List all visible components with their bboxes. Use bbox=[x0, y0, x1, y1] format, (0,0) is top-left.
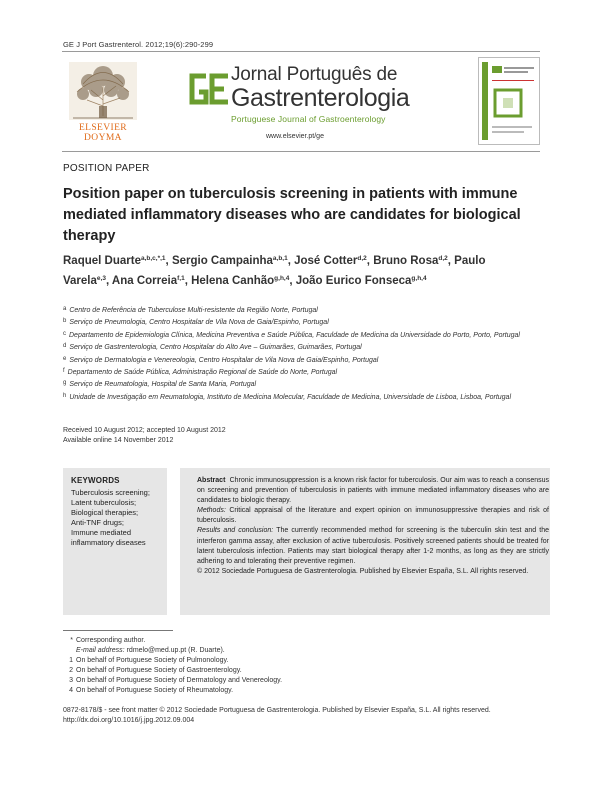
doi-link[interactable]: http://dx.doi.org/10.1016/j.jpg.2012.09.004 bbox=[63, 717, 195, 724]
author: Ana Correia$^{f,1}$ bbox=[111, 275, 185, 287]
abstract-results: Results and conclusion: The currently recommended method for screening is the tuberculin skin test and the interferon gamma assay, after exclusion of active tuberculosis. Positively screened patients should be treated for latent tuberculosis infection. Patients may start biological therapy after 1-2 months, as long as they are strictly adhering to and tolerating their preventive regimen. bbox=[197, 527, 549, 565]
elsevier-logo-text bbox=[63, 123, 143, 143]
affiliation: e Serviço de Dermatologia e Venereologia, Centro Hospitalar de Vila Nova de Gaia/Espinho, Portugal bbox=[63, 355, 379, 364]
abstract-intro: Abstract Chronic immunosuppression is a known risk factor for tuberculosis. Our aim was to reach a consensus on screening and prevention of tuberculosis in patients with immune mediated inflammatory diseases who are candidates to biologic therapy. bbox=[197, 477, 550, 505]
article-dates bbox=[63, 426, 226, 446]
journal-title-line1: Jornal Português de bbox=[231, 64, 398, 85]
keyword: Anti-TNF drugs; bbox=[71, 518, 124, 527]
journal-title-line2: Gastrenterologia bbox=[231, 84, 410, 112]
header-bottom-rule bbox=[62, 151, 540, 152]
email-link[interactable]: rdmelo@med.up.pt (R. Duarte). bbox=[126, 647, 225, 654]
author: José Cotter$^{d,2}$ bbox=[294, 255, 367, 267]
article-title: Position paper on tuberculosis screening in patients with immune mediated inflammatory diseases who are candidates for biological therapy bbox=[63, 186, 521, 244]
affiliation: g Serviço de Reumatologia, Hospital de Santa Maria, Portugal bbox=[63, 380, 257, 389]
section-label: POSITION PAPER bbox=[63, 163, 150, 174]
affiliation: h Unidade de Investigação em Reumatologia, Instituto de Medicina Molecular, Faculdade de Medicina, Universidade de Lisboa, Lisboa, Portugal bbox=[63, 392, 511, 401]
author: João Eurico Fonseca$^{g,h,4}$ bbox=[295, 275, 427, 287]
keyword: Biological therapies; bbox=[71, 508, 139, 517]
keywords-list bbox=[71, 488, 166, 548]
corresponding-author-note: * Corresponding author. bbox=[70, 637, 146, 644]
footnote: 4 On behalf of Portuguese Society of Rheumatology. bbox=[69, 687, 234, 694]
journal-subtitle: Portuguese Journal of Gastroenterology bbox=[231, 114, 386, 124]
ge-logo-icon bbox=[188, 72, 230, 106]
affiliation: c Departamento de Epidemiologia Clínica, Medicina Preventiva e Saúde Pública, Faculdade de Medicina da Universidade do Porto, Porto, Portugal bbox=[63, 330, 520, 339]
bottom-info bbox=[63, 706, 491, 726]
keyword: Immune mediated inflammatory diseases bbox=[71, 528, 146, 547]
author: Helena Canhão$^{g,h,4}$ bbox=[191, 275, 290, 287]
email-note: E-mail address: rdmelo@med.up.pt (R. Duarte). bbox=[76, 647, 225, 654]
doyma-name: DOYMA bbox=[84, 133, 122, 143]
affiliation: b Serviço de Pneumologia, Centro Hospitalar de Vila Nova de Gaia/Espinho, Portugal bbox=[63, 318, 329, 327]
front-matter-line: 0872-8178/$ - see front matter © 2012 Sociedade Portuguesa de Gastrenterologia. Published by Elsevier España, S.L. All rights reserved. bbox=[63, 707, 491, 714]
header-top-rule bbox=[62, 51, 540, 52]
affiliation: d Serviço de Gastrenterologia, Centro Hospitalar do Alto Ave – Guimarães, Guimarães, Portugal bbox=[63, 343, 362, 352]
keyword: Latent tuberculosis; bbox=[71, 498, 137, 507]
keywords-heading: KEYWORDS bbox=[71, 476, 120, 485]
author: Bruno Rosa$^{d,2}$ bbox=[373, 255, 448, 267]
author-list: Raquel Duarte$^{a,b,c,*,1}$, Sergio Campainha$^{a,b,1}$, José Cotter$^{d,2}$, Bruno Rosa$^{d,2}$, Paulo Varela$^{e,3}$, Ana Correia$^{f,1}$, Helena Canhão$^{g,h,4}$, João Eurico Fonseca$^{g,h,4}$ bbox=[63, 255, 486, 287]
footnotes bbox=[63, 636, 282, 696]
received-accepted-dates: Received 10 August 2012; accepted 10 August 2012 bbox=[63, 427, 226, 434]
affiliation: a Centro de Referência de Tuberculose Multi-resistente da Região Norte, Portugal bbox=[63, 306, 318, 314]
journal-url[interactable]: www.elsevier.pt/ge bbox=[266, 133, 324, 140]
journal-reference: GE J Port Gastrenterol. 2012;19(6):290-299 bbox=[63, 40, 214, 49]
author: Paulo Varela$^{e,3}$ bbox=[63, 255, 486, 287]
available-online-date: Available online 14 November 2012 bbox=[63, 437, 174, 444]
affiliation-list bbox=[63, 304, 543, 403]
abstract bbox=[197, 476, 549, 577]
keyword: Tuberculosis screening; bbox=[71, 488, 150, 497]
abstract-methods: Methods: Critical appraisal of the literature and expert opinion on immunosuppressive therapies and risk of tuberculosis. bbox=[197, 507, 549, 525]
affiliation: f Departamento de Saúde Pública, Administração Regional de Saúde do Norte, Portugal bbox=[63, 368, 338, 377]
footnote: 3 On behalf of Portuguese Society of Dermatology and Venereology. bbox=[69, 677, 283, 684]
elsevier-name: ELSEVIER bbox=[78, 123, 128, 133]
author: Raquel Duarte$^{a,b,c,*,1}$ bbox=[63, 255, 166, 267]
author: Sergio Campainha$^{a,b,1}$ bbox=[171, 255, 288, 267]
footnote: 2 On behalf of Portuguese Society of Gastroenterology. bbox=[69, 667, 242, 674]
journal-cover-thumbnail bbox=[478, 57, 540, 145]
footnote: 1 On behalf of Portuguese Society of Pulmonology. bbox=[69, 657, 229, 664]
footnote-rule bbox=[63, 630, 173, 631]
abstract-copyright: © 2012 Sociedade Portuguesa de Gastrenterologia. Published by Elsevier España, S.L. All rights reserved. bbox=[197, 567, 529, 575]
